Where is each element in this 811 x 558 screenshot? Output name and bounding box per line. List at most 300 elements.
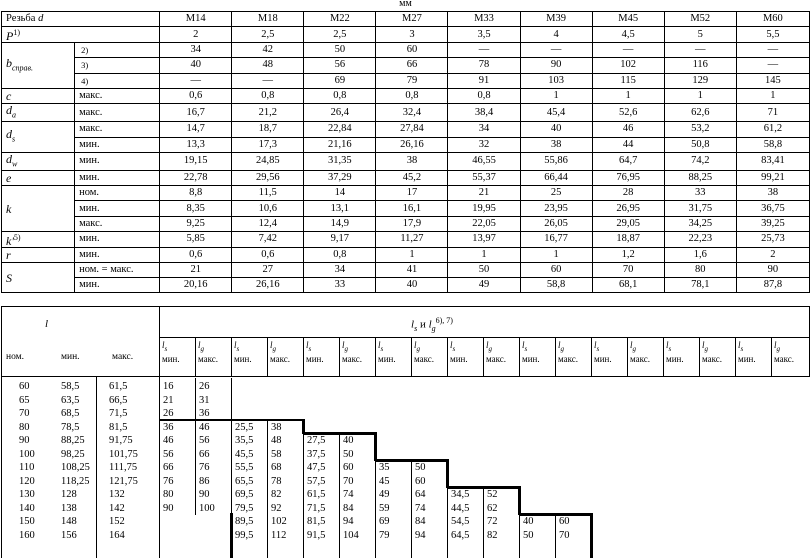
- length-max: 66,5: [109, 394, 128, 406]
- value-cell: 78,1: [664, 278, 736, 293]
- value-cell: 50,8: [664, 137, 736, 152]
- value-cell: 28: [592, 186, 664, 201]
- value-cell: 56: [304, 58, 376, 73]
- note-ref: 2): [75, 43, 160, 58]
- ls-value: 64,5: [451, 529, 470, 541]
- length-nom: 60: [19, 381, 30, 392]
- value-cell: 2,5: [232, 27, 304, 43]
- size-header: M27: [376, 12, 448, 27]
- row-c: [2, 88, 810, 103]
- ls-value: 79,5: [235, 502, 254, 514]
- value-cell: 0,8: [304, 88, 376, 103]
- value-cell: 13,3: [160, 137, 232, 152]
- row-qualifier: ном.: [75, 186, 160, 201]
- value-cell: 26,4: [304, 103, 376, 121]
- row-qualifier: мин.: [75, 171, 160, 186]
- value-cell: 34: [160, 43, 232, 58]
- value-cell: 45,4: [520, 103, 592, 121]
- lg-value: 68: [271, 462, 282, 473]
- value-cell: 0,6: [160, 88, 232, 103]
- length-min: 118,25: [61, 475, 90, 487]
- value-cell: 39,25: [736, 216, 809, 231]
- value-cell: 33: [664, 186, 736, 201]
- length-nom: 90: [19, 435, 30, 446]
- value-cell: 1: [520, 88, 592, 103]
- value-cell: 90: [520, 58, 592, 73]
- value-cell: 31,35: [304, 152, 376, 170]
- value-cell: 34: [304, 263, 376, 278]
- length-max: 121,75: [109, 475, 138, 487]
- value-cell: 49: [448, 278, 520, 293]
- note-ref: 4): [75, 73, 160, 88]
- size-header: M33: [448, 12, 520, 27]
- lg-col-header: $l_g$ макс.: [558, 340, 579, 364]
- value-cell: 21,2: [232, 103, 304, 121]
- value-cell: —: [592, 43, 664, 58]
- row-qualifier: мин.: [75, 247, 160, 262]
- row-qualifier: мин.: [75, 278, 160, 293]
- ls-value: 59: [379, 502, 390, 514]
- lg-value: 94: [415, 529, 426, 541]
- lg-value: 52: [487, 489, 498, 500]
- length-min: 88,25: [61, 435, 85, 446]
- value-cell: 1: [520, 247, 592, 262]
- value-cell: 78: [448, 58, 520, 73]
- lg-col-header: $l_g$ макс.: [630, 340, 651, 364]
- ls-value: 45: [379, 475, 390, 487]
- length-max: 101,75: [109, 448, 138, 460]
- value-cell: 55,86: [520, 152, 592, 170]
- row-symbol: $d_a$: [2, 103, 75, 121]
- length-nom: 100: [19, 448, 35, 460]
- value-cell: 27: [232, 263, 304, 278]
- value-cell: 17,9: [376, 216, 448, 231]
- value-cell: 23,95: [520, 201, 592, 216]
- value-cell: 1: [592, 88, 664, 103]
- lg-col-header: $l_g$ макс.: [342, 340, 363, 364]
- value-cell: 26,05: [520, 216, 592, 231]
- row-symbol: $P^{1)}$: [2, 27, 160, 43]
- row-s: [2, 263, 810, 278]
- value-cell: 66: [376, 58, 448, 73]
- size-header: M18: [232, 12, 304, 27]
- value-cell: 46,55: [448, 152, 520, 170]
- length-min: 58,5: [61, 381, 80, 392]
- lg-col-header: $l_g$ макс.: [414, 340, 435, 364]
- ls-col-header: $l_s$ мин.: [378, 340, 396, 364]
- value-cell: 18,87: [592, 231, 664, 247]
- row-symbol: $d_s$: [2, 122, 75, 152]
- header-row: [2, 12, 810, 27]
- ls-value: 69: [379, 516, 390, 527]
- lg-value: 84: [415, 516, 426, 527]
- lg-value: 76: [199, 462, 210, 473]
- value-cell: 17,3: [232, 137, 304, 152]
- length-nom: 80: [19, 421, 30, 433]
- ls-lg-header: $l_s$ и $l_g^{6), 7)}$: [411, 316, 453, 333]
- row-b: [2, 43, 810, 58]
- row-qualifier: макс.: [75, 88, 160, 103]
- lg-value: 62: [487, 502, 498, 514]
- value-cell: 38,4: [448, 103, 520, 121]
- value-cell: 74,2: [664, 152, 736, 170]
- row-symbol: k: [2, 186, 75, 232]
- size-header: M52: [664, 12, 736, 27]
- value-cell: 2: [160, 27, 232, 43]
- length-nom: 150: [19, 516, 35, 527]
- ls-value: 45,5: [235, 448, 254, 460]
- lg-col-header: $l_g$ макс.: [198, 340, 219, 364]
- lg-col-header: $l_g$ макс.: [702, 340, 723, 364]
- value-cell: 9,25: [160, 216, 232, 231]
- lg-value: 56: [199, 435, 210, 446]
- ls-value: 21: [163, 394, 174, 406]
- row-qualifier: макс.: [75, 103, 160, 121]
- ls-value: 89,5: [235, 516, 254, 527]
- length-min: 98,25: [61, 448, 85, 460]
- value-cell: 83,41: [736, 152, 809, 170]
- value-cell: 1: [448, 247, 520, 262]
- ls-value: 91,5: [307, 529, 326, 541]
- length-max: 111,75: [109, 462, 138, 473]
- value-cell: 33: [304, 278, 376, 293]
- value-cell: 3: [376, 27, 448, 43]
- lg-value: 60: [343, 462, 354, 473]
- value-cell: 16,77: [520, 231, 592, 247]
- length-nom: 65: [19, 394, 30, 406]
- value-cell: 115: [592, 73, 664, 88]
- row-qualifier: ном. = макс.: [75, 263, 160, 278]
- length-min: 138: [61, 502, 77, 514]
- value-cell: 46: [592, 122, 664, 137]
- value-cell: —: [736, 43, 809, 58]
- col-max: макс.: [112, 352, 134, 362]
- lg-value: 60: [415, 475, 426, 487]
- value-cell: 116: [664, 58, 736, 73]
- value-cell: 22,23: [664, 231, 736, 247]
- value-cell: 58,8: [520, 278, 592, 293]
- ls-value: 26: [163, 408, 174, 419]
- value-cell: 5: [664, 27, 736, 43]
- ls-value: 37,5: [307, 448, 326, 460]
- value-cell: 26,16: [232, 278, 304, 293]
- value-cell: 8,8: [160, 186, 232, 201]
- lg-value: 38: [271, 421, 282, 433]
- value-cell: 102: [592, 58, 664, 73]
- value-cell: 26,95: [592, 201, 664, 216]
- lg-value: 60: [559, 516, 570, 527]
- ls-value: 47,5: [307, 462, 326, 473]
- length-min: 68,5: [61, 408, 80, 419]
- value-cell: 42: [232, 43, 304, 58]
- value-cell: —: [160, 73, 232, 88]
- lg-value: 102: [271, 516, 287, 527]
- length-max: 61,5: [109, 381, 128, 392]
- value-cell: 2: [736, 247, 809, 262]
- value-cell: 25: [520, 186, 592, 201]
- value-cell: 64,7: [592, 152, 664, 170]
- row-symbol: $d_w$: [2, 152, 75, 170]
- ls-value: 57,5: [307, 475, 326, 487]
- value-cell: 66,44: [520, 171, 592, 186]
- row-qualifier: макс.: [75, 216, 160, 231]
- length-min: 78,5: [61, 421, 80, 433]
- size-header: M60: [736, 12, 809, 27]
- value-cell: 13,1: [304, 201, 376, 216]
- ls-value: 81,5: [307, 516, 326, 527]
- row-da: [2, 103, 810, 121]
- value-cell: 40: [376, 278, 448, 293]
- lg-col-header: $l_g$ макс.: [774, 340, 795, 364]
- length-min: 63,5: [61, 394, 80, 406]
- value-cell: 55,37: [448, 171, 520, 186]
- value-cell: 22,84: [304, 122, 376, 137]
- value-cell: 0,6: [160, 247, 232, 262]
- row-k: [2, 216, 810, 231]
- ls-value: 25,5: [235, 421, 254, 433]
- lg-value: 100: [199, 502, 215, 514]
- lg-value: 50: [415, 462, 426, 473]
- value-cell: 0,8: [376, 88, 448, 103]
- ls-value: 46: [163, 435, 174, 446]
- value-cell: 20,16: [160, 278, 232, 293]
- value-cell: 21: [448, 186, 520, 201]
- ls-value: 44,5: [451, 502, 470, 514]
- value-cell: 0,6: [232, 247, 304, 262]
- length-min: 156: [61, 529, 77, 541]
- value-cell: 1: [376, 247, 448, 262]
- thread-label: Резьба d: [2, 12, 160, 27]
- value-cell: 24,85: [232, 152, 304, 170]
- lg-value: 58: [271, 448, 282, 460]
- lg-value: 31: [199, 394, 210, 406]
- size-header: M14: [160, 12, 232, 27]
- length-nom: 140: [19, 502, 35, 514]
- value-cell: 29,56: [232, 171, 304, 186]
- lg-value: 64: [415, 489, 426, 500]
- value-cell: 0,8: [304, 247, 376, 262]
- lg-value: 78: [271, 475, 282, 487]
- row-symbol: r: [2, 247, 75, 262]
- ls-value: 34,5: [451, 489, 470, 500]
- value-cell: 41: [376, 263, 448, 278]
- value-cell: 48: [232, 58, 304, 73]
- value-cell: 14: [304, 186, 376, 201]
- value-cell: 19,15: [160, 152, 232, 170]
- ls-value: 65,5: [235, 475, 254, 487]
- value-cell: 91: [448, 73, 520, 88]
- size-header: M39: [520, 12, 592, 27]
- value-cell: —: [448, 43, 520, 58]
- value-cell: 4,5: [592, 27, 664, 43]
- value-cell: 99,21: [736, 171, 809, 186]
- value-cell: 26,16: [376, 137, 448, 152]
- value-cell: 61,2: [736, 122, 809, 137]
- value-cell: 145: [736, 73, 809, 88]
- value-cell: 4: [520, 27, 592, 43]
- value-cell: 18,7: [232, 122, 304, 137]
- lg-value: 48: [271, 435, 282, 446]
- length-nom: 120: [19, 475, 35, 487]
- value-cell: 71: [736, 103, 809, 121]
- row-qualifier: макс.: [75, 122, 160, 137]
- row-ds: [2, 122, 810, 137]
- lg-value: 82: [271, 489, 282, 500]
- ls-value: 66: [163, 462, 174, 473]
- ls-value: 79: [379, 529, 390, 541]
- value-cell: 5,85: [160, 231, 232, 247]
- value-cell: 44: [592, 137, 664, 152]
- row-qualifier: мин.: [75, 152, 160, 170]
- value-cell: 53,2: [664, 122, 736, 137]
- row-k: [2, 201, 810, 216]
- ls-value: 16: [163, 381, 174, 392]
- ls-value: 27,5: [307, 435, 326, 446]
- value-cell: 16,7: [160, 103, 232, 121]
- length-max: 132: [109, 489, 125, 500]
- lg-value: 82: [487, 529, 498, 541]
- lg-value: 66: [199, 448, 210, 460]
- value-cell: 25,73: [736, 231, 809, 247]
- value-cell: 1: [664, 88, 736, 103]
- row-qualifier: мин.: [75, 137, 160, 152]
- row-s: [2, 278, 810, 293]
- length-max: 91,75: [109, 435, 133, 446]
- row-symbol: $k'^{5)}$: [2, 231, 75, 247]
- lg-value: 46: [199, 421, 210, 433]
- lg-value: 40: [343, 435, 354, 446]
- value-cell: 87,8: [736, 278, 809, 293]
- row-symbol: e: [2, 171, 75, 186]
- lg-value: 104: [343, 529, 359, 541]
- ls-col-header: $l_s$ мин.: [666, 340, 684, 364]
- lg-value: 50: [343, 448, 354, 460]
- lg-value: 70: [559, 529, 570, 541]
- ls-col-header: $l_s$ мин.: [306, 340, 324, 364]
- length-max: 164: [109, 529, 125, 541]
- value-cell: 90: [736, 263, 809, 278]
- value-cell: 79: [376, 73, 448, 88]
- row-k: [2, 186, 810, 201]
- length-max: 81,5: [109, 421, 128, 433]
- lg-value: 72: [487, 516, 498, 527]
- ls-value: 90: [163, 502, 174, 514]
- row-b: [2, 58, 810, 73]
- value-cell: 58,8: [736, 137, 809, 152]
- row-dw: [2, 152, 810, 170]
- value-cell: 40: [520, 122, 592, 137]
- size-header: M45: [592, 12, 664, 27]
- lg-value: 70: [343, 475, 354, 487]
- value-cell: 62,6: [664, 103, 736, 121]
- row-b: [2, 73, 810, 88]
- l-header: l: [45, 318, 49, 330]
- value-cell: 38: [736, 186, 809, 201]
- lg-value: 112: [271, 529, 287, 541]
- ls-value: 36: [163, 421, 174, 433]
- ls-col-header: $l_s$ мин.: [522, 340, 540, 364]
- value-cell: 22,78: [160, 171, 232, 186]
- ls-value: 49: [379, 489, 390, 500]
- value-cell: 36,75: [736, 201, 809, 216]
- value-cell: 3,5: [448, 27, 520, 43]
- length-min: 108,25: [61, 462, 90, 473]
- ls-value: 50: [523, 529, 534, 541]
- value-cell: 16,1: [376, 201, 448, 216]
- length-max: 152: [109, 516, 125, 527]
- col-min: мин.: [61, 352, 80, 362]
- length-min: 128: [61, 489, 77, 500]
- ls-value: 61,5: [307, 489, 326, 500]
- ls-value: 71,5: [307, 502, 326, 514]
- row-qualifier: мин.: [75, 231, 160, 247]
- value-cell: 129: [664, 73, 736, 88]
- value-cell: 38: [376, 152, 448, 170]
- value-cell: —: [520, 43, 592, 58]
- row-ds: [2, 137, 810, 152]
- row-symbol: S: [2, 263, 75, 293]
- value-cell: 37,29: [304, 171, 376, 186]
- ls-col-header: $l_s$ мин.: [450, 340, 468, 364]
- value-cell: 11,27: [376, 231, 448, 247]
- value-cell: 80: [664, 263, 736, 278]
- value-cell: —: [232, 73, 304, 88]
- value-cell: 31,75: [664, 201, 736, 216]
- value-cell: 29,05: [592, 216, 664, 231]
- col-nom: ном.: [6, 352, 25, 362]
- value-cell: 11,5: [232, 186, 304, 201]
- length-max: 142: [109, 502, 125, 514]
- note-ref: 3): [75, 58, 160, 73]
- row-r: [2, 247, 810, 262]
- value-cell: 5,5: [736, 27, 809, 43]
- ls-value: 35,5: [235, 435, 254, 446]
- lg-value: 90: [199, 489, 210, 500]
- lg-value: 86: [199, 475, 210, 487]
- value-cell: 14,7: [160, 122, 232, 137]
- value-cell: 10,6: [232, 201, 304, 216]
- value-cell: 69: [304, 73, 376, 88]
- value-cell: 50: [448, 263, 520, 278]
- value-cell: 12,4: [232, 216, 304, 231]
- lg-value: 92: [271, 502, 282, 514]
- lg-value: 74: [343, 489, 354, 500]
- ls-value: 76: [163, 475, 174, 487]
- ls-value: 99,5: [235, 529, 254, 541]
- value-cell: 22,05: [448, 216, 520, 231]
- value-cell: 13,97: [448, 231, 520, 247]
- ls-value: 54,5: [451, 516, 470, 527]
- ls-value: 55,5: [235, 462, 254, 473]
- row-qualifier: мин.: [75, 201, 160, 216]
- value-cell: 1,6: [664, 247, 736, 262]
- value-cell: 21,16: [304, 137, 376, 152]
- ls-value: 35: [379, 462, 390, 473]
- value-cell: 76,95: [592, 171, 664, 186]
- value-cell: 9,17: [304, 231, 376, 247]
- value-cell: 14,9: [304, 216, 376, 231]
- row-e: [2, 171, 810, 186]
- ls-col-header: $l_s$ мин.: [738, 340, 756, 364]
- lg-col-header: $l_g$ макс.: [486, 340, 507, 364]
- size-header: M22: [304, 12, 376, 27]
- length-nom: 130: [19, 489, 35, 500]
- lg-col-header: $l_g$ макс.: [270, 340, 291, 364]
- ls-col-header: $l_s$ мин.: [594, 340, 612, 364]
- value-cell: 34: [448, 122, 520, 137]
- value-cell: 32: [448, 137, 520, 152]
- value-cell: 8,35: [160, 201, 232, 216]
